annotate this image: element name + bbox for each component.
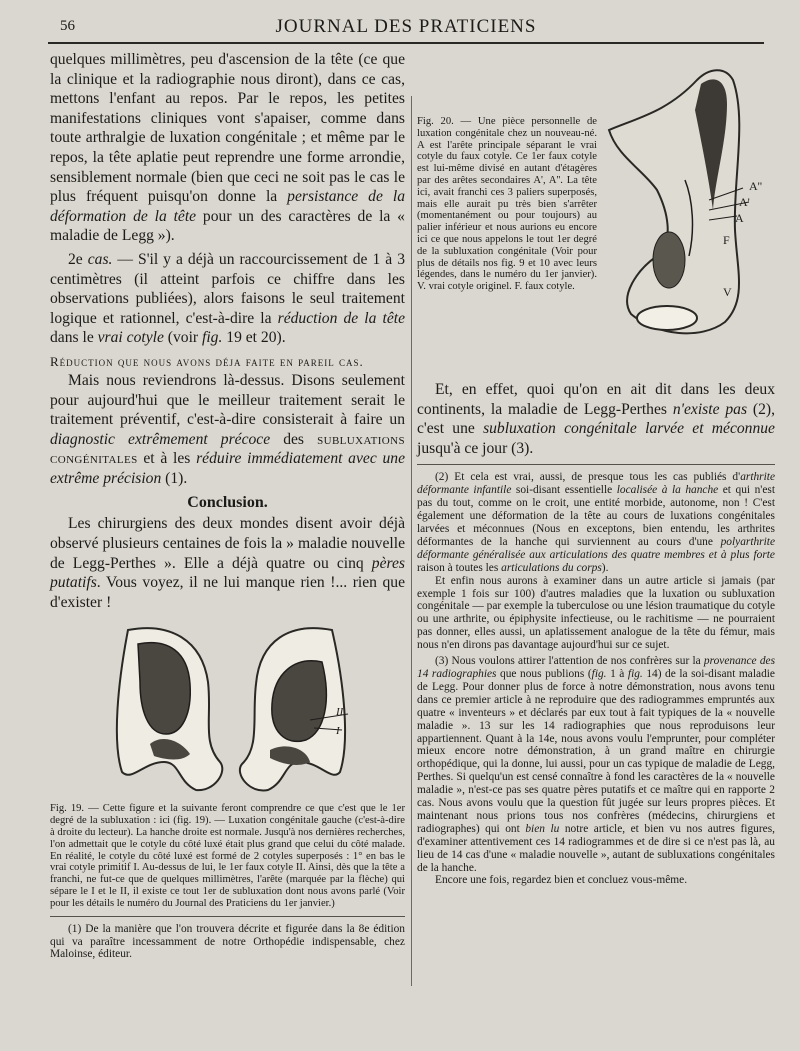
figure-20-block (417, 50, 775, 340)
fig20-label-A-prime: A' (739, 195, 750, 209)
footnote-3: (3) Nous voulons attirer l'attention de nos confrères sur la provenance des 14 radiographies que nous publions (fig. 1 à fig. 14) de la soi-disant maladie de Legg. Pour donner plus de force à notre démonstration, nous avons tenu dans ce premier article à ne reproduire que des radiogrammes empruntés aux quatre « inventeurs » et déclarés par eux tout à fait typiques de la « nouvelle maladie ». 13 sur les 14 radiographies que nous reproduisons leur appartiennent. Quant à la 14e, nous avons voulu l'emprunter, pour compléter mieux encore notre démonstration, à un grand maître en chirurgie orthopédique, qui la donne, lui aussi, pour un cas typique de maladie de Legg, Perthes. Si quelqu'un est censé connaître à fond les caractères de la « nouvelle maladie », n'est-ce pas ses quatre pères putatifs et ce maître qui en rapporte 2 cas. Nous avons voulu que la question fût jugée sur leurs propres pièces. Et maintenant nous prions tous nos confrères (médecins, chirurgiens et radiographes) qui ont bien lu notre article, et bien vu nos autres figures, d'examiner attentivement ces 14 radiogrammes et de dire si ce n'est pas là, au lieu de 14 cas d'une « maladie nouvelle », autant de subluxations congénitales de la hanche. (417, 655, 775, 874)
fig20-label-F: F (723, 233, 730, 247)
right-column (417, 50, 775, 887)
section-subheading: Réduction que nous avons déja faite en pareil cas. (50, 353, 364, 369)
column-divider (411, 96, 412, 986)
paragraph-second-case: 2e cas. — S'il y a déjà un raccourcissement de 1 à 3 centimètres (il atteint parfois ce chiffre dans les observations publiées), alors faisons le seul traitement logique et rationnel, c'est-à-dire la réduction de la tête dans le vrai cotyle (voir fig. 19 et 20). (50, 250, 405, 347)
footnote-3-conclusion: Encore une fois, regardez bien et concluez vous-même. (435, 874, 688, 887)
figure-20-bone-drawing (597, 60, 769, 340)
footnote-1: (1) De la manière que l'on trouvera décrite et figurée dans la 8e édition qui va paraître incessamment de notre Orthopédie indispensable, chez Maloinse, éditeur. (50, 922, 405, 961)
footnote-2-continued: Et enfin nous aurons à examiner dans un autre article si jamais (par exemple 1 fois sur 100) d'autres maladies que la luxation ou subluxation congénitale — par exemple la tuberculose ou une lésion traumatique du cotyle ou une arthrite, ou épiphysite infectieuse, ou le rachitisme — ne pourraient pas donner, elles aussi, un aplatissement analogue de la tête du fémur, mais nous n'en dirons pas davantage aujourd'hui sur ce sujet. (417, 574, 775, 652)
paragraph-conclusion: Les chirurgiens des deux mondes disent avoir déjà observé plusieurs centaines de fois la » maladie nouvelle de Legg-Perthes ». Elle a déjà quatre ou cinq pères putatifs. Vous voyez, il ne lui manque rien !... rien que d'exister ! (50, 515, 405, 611)
fig19-label-I: I (336, 725, 340, 738)
paragraph-preventif: Mais nous reviendrons là-dessus. Disons seulement pour aujourd'hui que le meilleur traitement serait le traitement préventif, c'est-à-dire consisterait à faire un diagnostic extrêmement précoce des subluxations congénitales et à les réduire immédiatement avec une extrême précision (1). (50, 371, 405, 487)
fig20-label-A: A (735, 211, 744, 225)
journal-title: JOURNAL DES PRATICIENS (275, 16, 537, 37)
figure-19-caption: Fig. 19. — Cette figure et la suivante feront comprendre ce que c'est que le 1er degré de la subluxation : ici (fig. 19). — Luxation congénitale gauche (c'est-à-dire à droite du lecteur). La hanche droite est normale. Jusqu'à nos dernières recherches, l'on admettait que le cotyle du côté luxé était plus grand que celui du côté malade. En réalité, le cotyle du côté luxé est formé de 2 cotyles superposés : 1° en bas le vrai cotyle primitif I. Au-dessus de lui, le 1er faux cotyle II. Ainsi, dès que la tête a franchi, ne fut-ce que de quelques millimètres, l'arête (marquée par la flèche) qui sépare le I et le II, il existe ce tout 1er de subluxation dont nous avons parlé (Voir pour les détails le numéro du Journal des Praticiens du 1er janvier.) (50, 803, 405, 909)
footnote-2: (2) Et cela est vrai, aussi, de presque tous les cas publiés d'arthrite déformante infantile soi-disant essentielle localisée à la hanche et qui n'est pas du tout, comme on le croit, une entité morbide, autonome, non ! C'est également une déformation de la tête au cours de luxations congénitales larvées et méconnues (Nous en exceptons, bien entendu, les arthrites déformantes de la hanche qui surviennent au cours d'une polyarthrite déformante généralisée aux articulations des quatre membres et à plus forte raison à toutes les articulations du corps). (417, 471, 775, 574)
figure-19-hip-drawing (110, 622, 350, 797)
fig19-label-II: II (336, 706, 344, 719)
conclusion-heading: Conclusion. (187, 494, 268, 512)
footnote-rule (417, 464, 775, 465)
left-column (50, 50, 405, 961)
paragraph-repos: quelques millimètres, peu d'ascension de la tête (ce que la clinique et la radiographie nous diront), dans ce cas, mettons l'enfant au repos. Par le repos, les petites manifestations cliniques vont s'apaiser, comme dans toute arthralgie de luxation congénitale ; et même par le repos, la tête aplatie peut reprendre une forme arrondie, sensiblement normale (bien que ceci ne soit pas le cas le plus fréquent puisqu'on donne la persistance de la déformation de la tête pour un des caractères de la « maladie de Legg »). (50, 51, 405, 245)
header-rule (48, 42, 764, 44)
page-header (48, 14, 764, 40)
fig20-label-V: V (723, 285, 732, 299)
fig20-label-A-second: A'' (749, 179, 762, 193)
paragraph-legg-perthes: Et, en effet, quoi qu'on en ait dit dans les deux continents, la maladie de Legg-Perthes n'existe pas (2), c'est une subluxation congénitale larvée et méconnue jusqu'à ce jour (3). (417, 381, 775, 457)
page-number: 56 (60, 18, 75, 34)
figure-20-caption: Fig. 20. — Une pièce personnelle de luxation congénitale chez un nouveau-né. A est l'arête principale séparant le vrai cotyle du faux cotyle. Ce 1er faux cotyle est lui-même divisé en autant d'étagères par des arêtes secondaires A', A''. La tête ici, avait franchi ces 3 paliers superposés, mais elle aurait pu très bien s'arrêter (momentanément ou pour toujours) au palier inférieur et nous aurions eu encore ici ce que nous appelons le tout 1er degré de la subluxation congénitale (Voir pour plus de détails nos fig. 9 et 10 avec leurs légendes, dans le numéro du 1er janvier). V. vrai cotyle originel. F. faux cotyle. (417, 116, 597, 293)
footnote-rule (50, 916, 405, 917)
